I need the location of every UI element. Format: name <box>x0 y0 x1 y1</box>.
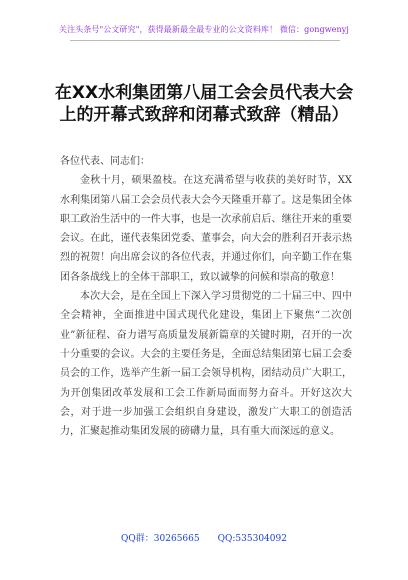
header-note: 关注头条号"公文研究"，获得最新最全最专业的公文资料库！ 微信：gongwenyj <box>59 25 349 34</box>
salutation: 各位代表、同志们： <box>60 156 150 167</box>
document-body <box>60 152 352 441</box>
footer-contact <box>0 531 408 544</box>
header-divider <box>70 40 340 41</box>
paragraph-2: 本次大会，是在全国上下深入学习贯彻党的二十届三中、四中全会精神，全面推进中国式现代化建设，集团上下聚焦“二次创业”新征程、奋力谱写高质量发展新篇章的关键时期，召开的一次十分重要的会议。大会的主要任务是，全面总结集团第七届工会委员会的工作，选举产生新一届工会领导机构，团结动员广大职工，为开创集团改革发展和工会工作新局面而努力奋斗。开好这次大会，对于进一步加强工会组织自身建设，激发广大职工的创造活力，汇聚起推动集团发展的磅礴力量，具有重大而深远的意义。 <box>60 291 352 438</box>
qq-text: QQ:535304092 <box>217 534 287 544</box>
title-line-1: 在XX水利集团第八届工会会员代表大会 <box>54 83 354 103</box>
document-title <box>36 82 372 126</box>
paragraph-1: 金秋十月，硕果盈枝。在这充满希望与收获的美好时节，XX水利集团第八届工会会员代表大会今天隆重开幕了。这是集团全体职工政治生活中的一件大事，也是一次承前启后、继往开来的重要会议。在此，谨代表集团党委、董事会，向大会的胜利召开表示热烈的祝贺！向出席会议的各位代表，并通过你们，向辛勤工作在集团各条战线上的全体干部职工，致以诚挚的问候和崇高的敬意！ <box>60 175 352 283</box>
qq-group-text: QQ群：30265665 <box>121 534 200 544</box>
title-line-2: 上的开幕式致辞和闭幕式致辞（精品） <box>59 105 349 125</box>
